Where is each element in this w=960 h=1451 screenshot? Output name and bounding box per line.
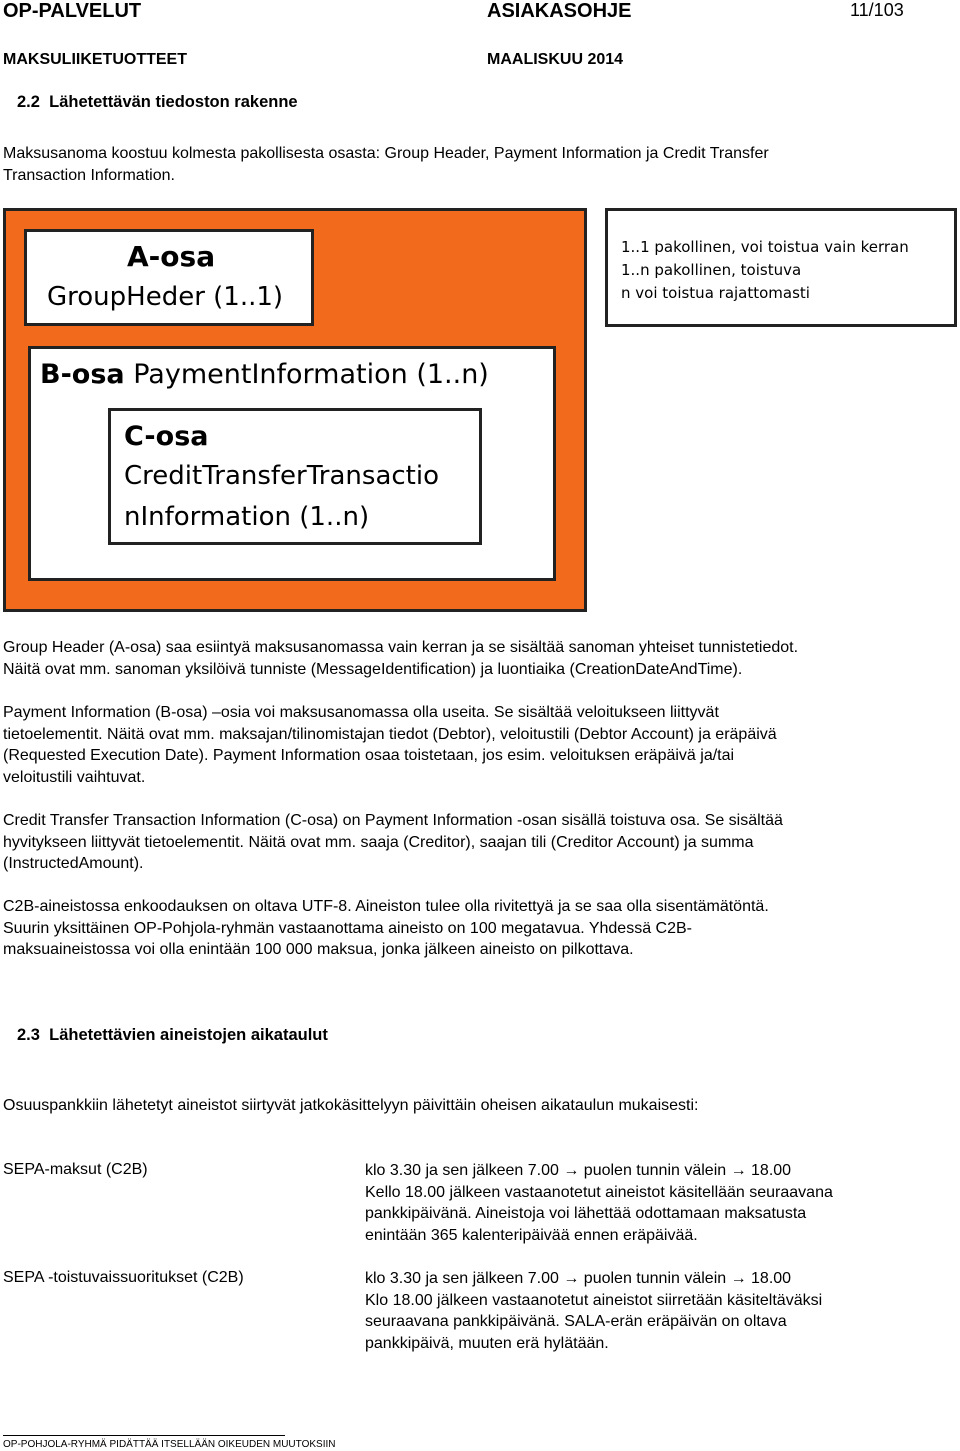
c-part-name-line1: CreditTransferTransactio [124,461,439,491]
header-center-title: ASIAKASOHJE [487,0,632,22]
schedule-line: klo 3.30 ja sen jälkeen 7.00 → puolen tunnin välein → 18.00 [365,1162,792,1179]
legend-line: n voi toistua rajattomasti [621,284,810,302]
paragraph-line: Payment Information (B-osa) –osia voi maksusanomassa olla useita. Se sisältää veloitukseen liittyvät [3,704,719,721]
legend-line: 1..n pakollinen, toistuva [621,261,802,279]
footer-divider [3,1435,285,1436]
paragraph-line: Credit Transfer Transaction Information (C-osa) on Payment Information -osan sisällä toistuva osa. Se sisältää [3,812,783,829]
b-part-title: B-osa [40,359,125,390]
paragraph-payment-information [3,702,938,788]
c-part-title: C-osa [124,421,209,452]
paragraph-line: Näitä ovat mm. sanoman yksilöivä tunniste (MessageIdentification) ja luontiaika (CreationDateAndTime). [3,660,743,678]
schedule-line: pankkipäivä, muuten erä hylätään. [365,1334,609,1352]
paragraph-encoding [3,896,938,961]
paragraph-line: Group Header (A-osa) saa esiintyä maksusanomassa vain kerran ja se sisältää sanoman yhteiset tunnistetiedot. [3,639,799,656]
b-part-name: PaymentInformation (1..n) [133,359,489,390]
legend-box [605,208,957,327]
a-part-title: A-osa [127,240,216,273]
c-part-box [108,408,482,545]
paragraph-line: Suurin yksittäinen OP-Pohjola-ryhmän vastaanottama aineisto on 100 megatavua. Yhdessä C2B- [3,919,692,937]
schedule-label-sepa: SEPA-maksut (C2B) [3,1161,148,1178]
header-center-subtitle: MAALISKUU 2014 [487,51,624,68]
section-2-2-heading [17,93,298,112]
schedule-text-recurring [365,1268,822,1354]
footer-text: OP-POHJOLA-RYHMÄ PIDÄTTÄÄ ITSELLÄÄN OIKEUDEN MUUTOKSIIN [3,1439,336,1450]
section-2-3-intro: Osuuspankkiin lähetetyt aineistot siirtyvät jatkokäsittelyyn päivittäin oheisen aikataulun mukaisesti: [3,1097,699,1114]
schedule-label-recurring: SEPA -toistuvaissuoritukset (C2B) [3,1269,244,1286]
paragraph-group-header [3,637,938,680]
paragraph-line: maksuaineistossa voi olla enintään 100 000 maksua, jonka jälkeen aineisto on pilkottava. [3,941,634,958]
paragraph-line: (InstructedAmount). [3,855,144,872]
paragraph-line: veloitustili vaihtuvat. [3,768,146,786]
section-title: Lähetettävän tiedoston rakenne [49,93,298,111]
legend-line: 1..1 pakollinen, voi toistua vain kerran [621,238,909,256]
schedule-line: klo 3.30 ja sen jälkeen 7.00 → puolen tunnin välein → 18.00 [365,1270,792,1287]
intro-line: Maksusanoma koostuu kolmesta pakollisesta osasta: Group Header, Payment Information ja Credit Transfer [3,145,769,162]
schedule-line: seuraavana pankkipäivänä. SALA-erän eräpäivän on oltava [365,1313,787,1330]
paragraph-credit-transfer [3,810,938,875]
paragraph-line: tietoelementit. Näitä ovat mm. maksajan/tilinomistajan tiedot (Debtor), veloitustili (Debtor Account) ja eräpäivä [3,725,777,743]
intro-line: Transaction Information. [3,166,175,184]
header-left-title: OP-PALVELUT [3,0,142,22]
section-2-3-heading [17,1026,328,1045]
schedule-text-sepa [365,1160,833,1246]
section-number: 2.2 [17,93,40,111]
schedule-line: Kello 18.00 jälkeen vastaanotetut aineistot käsitellään seuraavana [365,1183,833,1201]
legend-text [621,236,909,305]
a-part-box [24,229,314,326]
paragraph-line: (Requested Execution Date). Payment Information osaa toistetaan, jos esim. veloituksen eräpäivä ja/tai [3,747,735,764]
c-part-name-line2: nInformation (1..n) [124,502,370,532]
section-title: Lähetettävien aineistojen aikataulut [49,1026,328,1044]
a-part-name: GroupHeder (1..1) [47,282,284,312]
section-2-2-intro [3,143,938,186]
paragraph-line: C2B-aineistossa enkoodauksen on oltava UTF-8. Aineiston tulee olla rivitettyä ja se saa olla sisentämätöntä. [3,898,769,915]
b-part-heading [40,359,489,390]
section-number: 2.3 [17,1026,40,1044]
header-left-subtitle: MAKSULIIKETUOTTEET [3,51,187,68]
schedule-line: enintään 365 kalenteripäivää ennen eräpäivää. [365,1226,698,1244]
paragraph-line: hyvitykseen liittyvät tietoelementit. Näitä ovat mm. saaja (Creditor), saajan tili (Creditor Account) ja summa [3,833,754,851]
schedule-line: Klo 18.00 jälkeen vastaanotetut aineistot siirretään käsiteltäväksi [365,1291,823,1309]
schedule-line: pankkipäivänä. Aineistoja voi lähettää odottamaan maksatusta [365,1205,807,1222]
page-number: 11/103 [850,0,904,20]
